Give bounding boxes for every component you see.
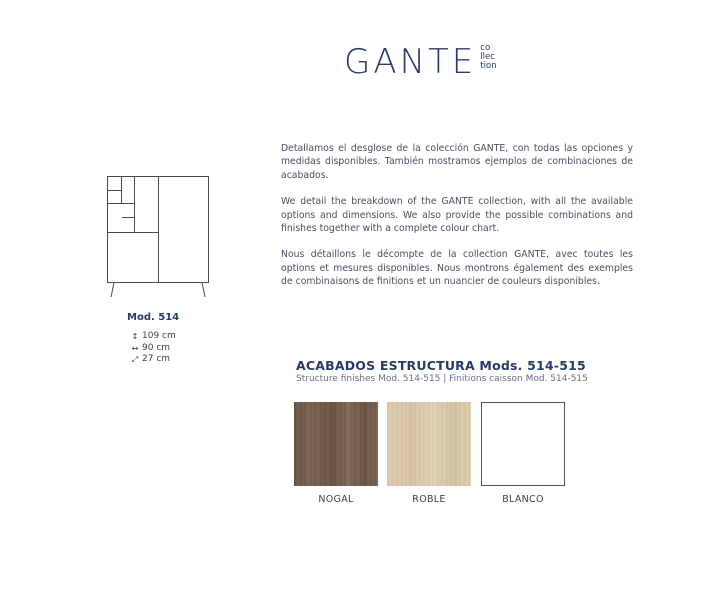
collection-header [344,40,497,84]
swatch-label-roble: ROBLE [412,494,446,505]
intro-text [281,142,633,302]
intro-spanish: Detallamos el desglose de la colección GANTE, con todas las opciones y medidas disponibles. También mostramos ejemplos de combinaciones de acabados. [281,143,633,181]
dimension-depth [128,354,176,366]
dimension-value: 109 cm [142,331,176,341]
dimension-height [128,331,176,343]
cabinet-drawing [101,172,211,300]
collection-line: llec [480,52,495,62]
depth-icon: ⤢ [131,355,139,364]
cabinet-leg [111,283,114,298]
dimensions-list [128,331,176,366]
finishes-subtitle: Structure finishes Mod. 514-515 | Finitions caisson Mod. 514-515 [296,374,588,384]
dimension-value: 90 cm [142,342,171,353]
finishes-title: ACABADOS ESTRUCTURA Mods. 514-515 [296,358,586,373]
collection-line: co [480,43,491,53]
intro-english: We detail the breakdown of the GANTE collection, with all the available options and dimensions. We also provide the possible combinations and finishes together with a complete colour chart. [281,196,633,235]
collection-tag [480,44,496,71]
swatch-nogal [294,402,378,486]
cabinet-leg [202,283,205,298]
brand-title: GANTE [344,42,477,82]
dimension-value: 27 cm [142,354,171,364]
collection-line: tion [480,61,497,71]
swatch-blanco [481,402,565,486]
width-icon: ↔ [131,343,139,353]
swatch-label-blanco: BLANCO [502,494,544,505]
swatch-roble [387,402,471,486]
intro-french: Nous détaillons le décompte de la collection GANTE, avec toutes les options et mesures disponibles. Nous montrons également des exemples de combinaisons de finitions et un nuancier de couleurs disponibles. [281,249,633,288]
swatch-label-nogal: NOGAL [318,494,354,505]
dimension-width [128,343,176,355]
height-icon: ↕ [131,332,139,341]
model-label: Mod. 514 [127,312,180,323]
